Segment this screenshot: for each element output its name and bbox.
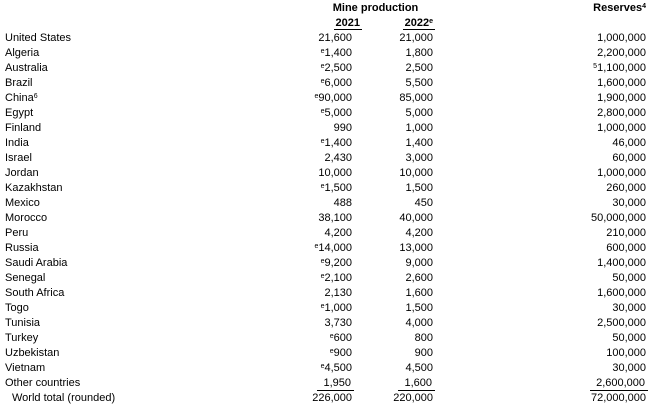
- reserves-cell: [433, 61, 646, 76]
- world-total-2022-value: 220,000: [393, 392, 434, 404]
- production-2021-cell: [290, 196, 352, 211]
- reserves-cell: [433, 31, 646, 46]
- reserves-value: 100,000: [606, 347, 647, 359]
- country-name-cell: [5, 166, 290, 181]
- production-2022-cell: [352, 286, 433, 301]
- reserves-cell: [433, 121, 646, 136]
- reserves-header: [433, 1, 646, 16]
- production-2021-value: 90,000: [318, 92, 352, 104]
- production-2021-cell: [290, 241, 352, 256]
- estimate-marker: e: [329, 332, 334, 340]
- country-name-cell: [5, 151, 290, 166]
- estimate-marker: e: [320, 62, 325, 70]
- country-name: Australia: [5, 62, 48, 74]
- country-name-cell: [5, 121, 290, 136]
- country-name-cell: [5, 241, 290, 256]
- production-2021-cell: [290, 271, 352, 286]
- reserves-value: 1,000,000: [597, 32, 647, 44]
- production-2022-cell: [352, 301, 433, 316]
- table-row: [5, 361, 646, 376]
- estimate-marker: e: [320, 137, 325, 145]
- production-2021-cell: [290, 91, 352, 106]
- country-name-cell: [5, 61, 290, 76]
- production-2021-cell: [290, 226, 352, 241]
- country-name: Mexico: [5, 197, 40, 209]
- production-2022-cell: [352, 166, 433, 181]
- reserves-value: 2,200,000: [597, 47, 647, 59]
- production-2021-cell: [290, 346, 352, 361]
- production-2021-value: 1,400: [324, 47, 352, 59]
- table-row: [5, 91, 646, 106]
- table-row: [5, 226, 646, 241]
- production-2021-cell: [290, 331, 352, 346]
- production-2022-cell: [352, 76, 433, 91]
- production-2021-value: 990: [333, 122, 352, 134]
- country-name-cell: [5, 31, 290, 46]
- reserves-cell: [433, 316, 646, 331]
- production-2021-value: 14,000: [318, 242, 352, 254]
- reserves-cell: [433, 346, 646, 361]
- production-2022-value: 2,600: [405, 272, 434, 284]
- country-name: Jordan: [5, 167, 39, 179]
- reserves-cell: [433, 241, 646, 256]
- table-row: [5, 196, 646, 211]
- reserves-value: 1,000,000: [597, 122, 647, 134]
- estimate-marker: e: [314, 92, 319, 100]
- production-2022-cell: [352, 31, 433, 46]
- table-row: [5, 301, 646, 316]
- production-2022-value: 1,400: [405, 137, 434, 149]
- reserves-cell: [433, 361, 646, 376]
- reserves-cell: [433, 196, 646, 211]
- production-2022-value: 4,200: [405, 227, 434, 239]
- reserves-cell: [433, 181, 646, 196]
- estimate-marker: e: [314, 242, 319, 250]
- production-2021-cell: [290, 121, 352, 136]
- country-name: Morocco: [5, 212, 48, 224]
- reserves-value: 1,900,000: [597, 92, 647, 104]
- production-2022-cell: [352, 256, 433, 271]
- country-name-cell: [5, 211, 290, 226]
- production-2022-cell: [352, 46, 433, 61]
- country-name-cell: [5, 331, 290, 346]
- country-name-cell: [5, 376, 290, 391]
- production-2021-cell: [290, 76, 352, 91]
- production-2022-cell: [352, 61, 433, 76]
- year-2021-label: 2021: [335, 17, 360, 29]
- country-name: Peru: [5, 227, 29, 239]
- production-2021-cell: [290, 46, 352, 61]
- country-footnote-marker: 6: [33, 92, 38, 100]
- country-name: Israel: [5, 152, 32, 164]
- estimate-marker: e: [320, 302, 325, 310]
- production-2022-value: 3,000: [405, 152, 434, 164]
- production-2021-value: 2,130: [324, 287, 352, 299]
- production-2022-cell: [352, 106, 433, 121]
- production-2022-value: 13,000: [399, 242, 434, 254]
- column-2022-header: [352, 16, 433, 31]
- production-2021-value: 2,100: [324, 272, 352, 284]
- production-2021-value: 38,100: [318, 212, 352, 224]
- country-name: Kazakhstan: [5, 182, 63, 194]
- country-name: Turkey: [5, 332, 39, 344]
- table-row: [5, 181, 646, 196]
- reserves-value: 50,000,000: [590, 212, 647, 224]
- table-row: [5, 211, 646, 226]
- reserves-cell: [433, 166, 646, 181]
- header-group-row: [5, 1, 646, 16]
- production-2022-cell: [352, 121, 433, 136]
- production-2021-cell: [290, 286, 352, 301]
- production-2021-value: 900: [333, 347, 352, 359]
- estimate-marker: e: [320, 107, 325, 115]
- header-year-row: [5, 16, 646, 31]
- table-row: [5, 31, 646, 46]
- reserves-cell: [433, 211, 646, 226]
- production-2021-cell: [290, 181, 352, 196]
- country-name: Vietnam: [5, 362, 46, 374]
- reserves-value: 2,500,000: [597, 317, 647, 329]
- production-2022-cell: [352, 241, 433, 256]
- world-total-reserves-value: 72,000,000: [590, 392, 647, 404]
- production-2022-value: 1,500: [405, 182, 434, 194]
- empty-header-cell: [5, 1, 290, 16]
- production-2022-value: 1,800: [405, 47, 434, 59]
- country-name: China: [5, 92, 34, 104]
- production-2021-cell: [290, 106, 352, 121]
- reserves-footnote-marker: 4: [642, 2, 647, 10]
- production-2021-value: 4,200: [324, 227, 352, 239]
- table-row: [5, 346, 646, 361]
- production-2022-value: 4,000: [405, 317, 434, 329]
- country-name: Senegal: [5, 272, 46, 284]
- total-section: [5, 391, 646, 406]
- production-2022-value: 1,600: [404, 377, 433, 389]
- mine-production-header-label: Mine production: [332, 2, 419, 14]
- country-name: United States: [5, 32, 72, 44]
- production-2022-value: 85,000: [399, 92, 434, 104]
- country-name: Finland: [5, 122, 42, 134]
- reserves-header-label: Reserves: [593, 2, 643, 14]
- country-name-cell: [5, 46, 290, 61]
- production-2022-cell: [352, 181, 433, 196]
- table-row: [5, 286, 646, 301]
- reserves-value: 1,000,000: [597, 167, 647, 179]
- country-name: Togo: [5, 302, 29, 314]
- country-name-cell: [5, 226, 290, 241]
- production-2021-value: 9,200: [324, 257, 352, 269]
- country-name-cell: [5, 346, 290, 361]
- production-2022-cell: [352, 226, 433, 241]
- reserves-value: 1,400,000: [597, 257, 647, 269]
- production-2021-value: 6,000: [324, 77, 352, 89]
- production-2022-cell: [352, 376, 433, 391]
- mine-production-reserves-table: [5, 1, 646, 406]
- production-2022-value: 10,000: [399, 167, 434, 179]
- reserves-value: 30,000: [612, 197, 647, 209]
- country-name: Uzbekistan: [5, 347, 60, 359]
- reserves-value: 1,600,000: [597, 287, 647, 299]
- production-2022-cell: [352, 91, 433, 106]
- country-name-cell: [5, 361, 290, 376]
- production-2022-value: 900: [414, 347, 434, 359]
- world-total-2021-value: 226,000: [312, 392, 352, 404]
- production-2021-cell: [290, 151, 352, 166]
- world-total-label: World total (rounded): [12, 392, 116, 404]
- production-2022-cell: [352, 331, 433, 346]
- estimate-marker: e: [320, 77, 325, 85]
- reserves-cell: [433, 376, 646, 391]
- table-row: [5, 151, 646, 166]
- production-2021-value: 1,400: [324, 137, 352, 149]
- country-name: Russia: [5, 242, 39, 254]
- reserves-value: 1,100,000: [597, 62, 647, 74]
- production-2022-cell: [352, 136, 433, 151]
- production-2021-value: 21,600: [318, 32, 352, 44]
- reserves-value: 600,000: [606, 242, 647, 254]
- column-2021-header: [290, 16, 360, 31]
- production-2022-value: 1,500: [405, 302, 434, 314]
- reserves-value: 260,000: [606, 182, 647, 194]
- country-name: Egypt: [5, 107, 34, 119]
- empty-header-cell: [5, 16, 290, 31]
- production-2021-cell: [290, 211, 352, 226]
- country-name-cell: [5, 76, 290, 91]
- country-name: Algeria: [5, 47, 40, 59]
- country-name: Tunisia: [5, 317, 41, 329]
- reserves-cell: [433, 331, 646, 346]
- country-name-cell: [5, 286, 290, 301]
- production-2021-cell: [290, 166, 352, 181]
- table-row: [5, 256, 646, 271]
- production-2021-value: 2,500: [324, 62, 352, 74]
- table-row: [5, 106, 646, 121]
- table-header: [5, 1, 646, 31]
- country-name: Other countries: [5, 377, 81, 389]
- production-2022-value: 4,500: [405, 362, 434, 374]
- reserves-value: 2,800,000: [597, 107, 647, 119]
- country-name-cell: [5, 196, 290, 211]
- reserves-cell: [433, 46, 646, 61]
- table-row: [5, 61, 646, 76]
- country-name-cell: [5, 301, 290, 316]
- world-total-row: [5, 391, 646, 406]
- country-name-cell: [5, 106, 290, 121]
- reserves-cell: [433, 226, 646, 241]
- table-row: [5, 376, 646, 391]
- production-2021-cell: [290, 376, 352, 391]
- production-2022-value: 1,000: [405, 122, 434, 134]
- production-2021-cell: [290, 136, 352, 151]
- production-2022-value: 1,600: [405, 287, 434, 299]
- production-2021-value: 600: [333, 332, 352, 344]
- production-2022-cell: [352, 316, 433, 331]
- production-2022-value: 5,500: [405, 77, 434, 89]
- reserves-value: 30,000: [612, 362, 647, 374]
- reserves-cell: [433, 151, 646, 166]
- production-2021-value: 5,000: [324, 107, 352, 119]
- country-name-cell: [5, 271, 290, 286]
- country-name-cell: [5, 181, 290, 196]
- table-row: [5, 121, 646, 136]
- table-row: [5, 271, 646, 286]
- reserves-cell: [433, 91, 646, 106]
- reserves-cell: [433, 106, 646, 121]
- reserves-cell: [433, 301, 646, 316]
- production-2021-value: 1,500: [324, 182, 352, 194]
- table-row: [5, 136, 646, 151]
- country-name-cell: [5, 91, 290, 106]
- estimate-marker: e: [320, 47, 325, 55]
- production-2022-cell: [352, 151, 433, 166]
- reserves-value: 60,000: [612, 152, 647, 164]
- production-2022-cell: [352, 196, 433, 211]
- reserves-cell: [433, 76, 646, 91]
- production-2021-value: 10,000: [318, 167, 352, 179]
- country-name-cell: [5, 316, 290, 331]
- production-2022-cell: [352, 211, 433, 226]
- production-2021-value: 4,500: [324, 362, 352, 374]
- reserves-value: 46,000: [612, 137, 647, 149]
- production-2021-cell: [290, 316, 352, 331]
- reserves-cell: [433, 271, 646, 286]
- production-2021-value: 3,730: [324, 317, 352, 329]
- reserves-value: 2,600,000: [596, 377, 646, 389]
- production-2022-value: 5,000: [405, 107, 434, 119]
- production-2022-cell: [352, 346, 433, 361]
- estimate-marker: e: [320, 182, 325, 190]
- world-total-label-cell: [5, 391, 290, 406]
- estimate-marker: e: [320, 257, 325, 265]
- production-2022-cell: [352, 361, 433, 376]
- reserves-footnote-marker: 5: [593, 62, 598, 70]
- table-body: [5, 31, 646, 391]
- production-2021-cell: [290, 301, 352, 316]
- table-row: [5, 331, 646, 346]
- empty-header-cell: [433, 16, 646, 31]
- reserves-cell: [433, 136, 646, 151]
- production-2022-value: 40,000: [399, 212, 434, 224]
- estimate-marker: e: [320, 362, 325, 370]
- production-2021-cell: [290, 61, 352, 76]
- table-row: [5, 166, 646, 181]
- country-name: India: [5, 137, 29, 149]
- production-2021-value: 2,430: [324, 152, 352, 164]
- production-2021-cell: [290, 31, 352, 46]
- production-2022-value: 800: [414, 332, 434, 344]
- production-2021-cell: [290, 256, 352, 271]
- table-row: [5, 46, 646, 61]
- country-name: Brazil: [5, 77, 33, 89]
- table-row: [5, 76, 646, 91]
- reserves-value: 1,600,000: [597, 77, 647, 89]
- production-2021-value: 1,000: [324, 302, 352, 314]
- production-2022-value: 2,500: [405, 62, 434, 74]
- country-name: Saudi Arabia: [5, 257, 68, 269]
- estimate-marker: e: [329, 347, 334, 355]
- reserves-cell: [433, 286, 646, 301]
- production-2022-value: 450: [414, 197, 434, 209]
- reserves-value: 50,000: [612, 272, 647, 284]
- production-2021-value: 1,950: [323, 377, 351, 389]
- mine-production-header: [290, 1, 433, 16]
- reserves-value: 210,000: [606, 227, 647, 239]
- country-name-cell: [5, 256, 290, 271]
- estimate-marker: e: [429, 17, 434, 25]
- reserves-cell: [433, 256, 646, 271]
- estimate-marker: e: [320, 272, 325, 280]
- production-2022-value: 21,000: [399, 32, 434, 44]
- production-2021-cell: [290, 361, 352, 376]
- country-name: South Africa: [5, 287, 65, 299]
- table-row: [5, 241, 646, 256]
- year-2022-label: 2022: [404, 17, 430, 29]
- production-2021-value: 488: [333, 197, 352, 209]
- production-2022-cell: [352, 271, 433, 286]
- country-name-cell: [5, 136, 290, 151]
- reserves-value: 30,000: [612, 302, 647, 314]
- table-row: [5, 316, 646, 331]
- reserves-value: 50,000: [612, 332, 647, 344]
- production-2022-value: 9,000: [405, 257, 434, 269]
